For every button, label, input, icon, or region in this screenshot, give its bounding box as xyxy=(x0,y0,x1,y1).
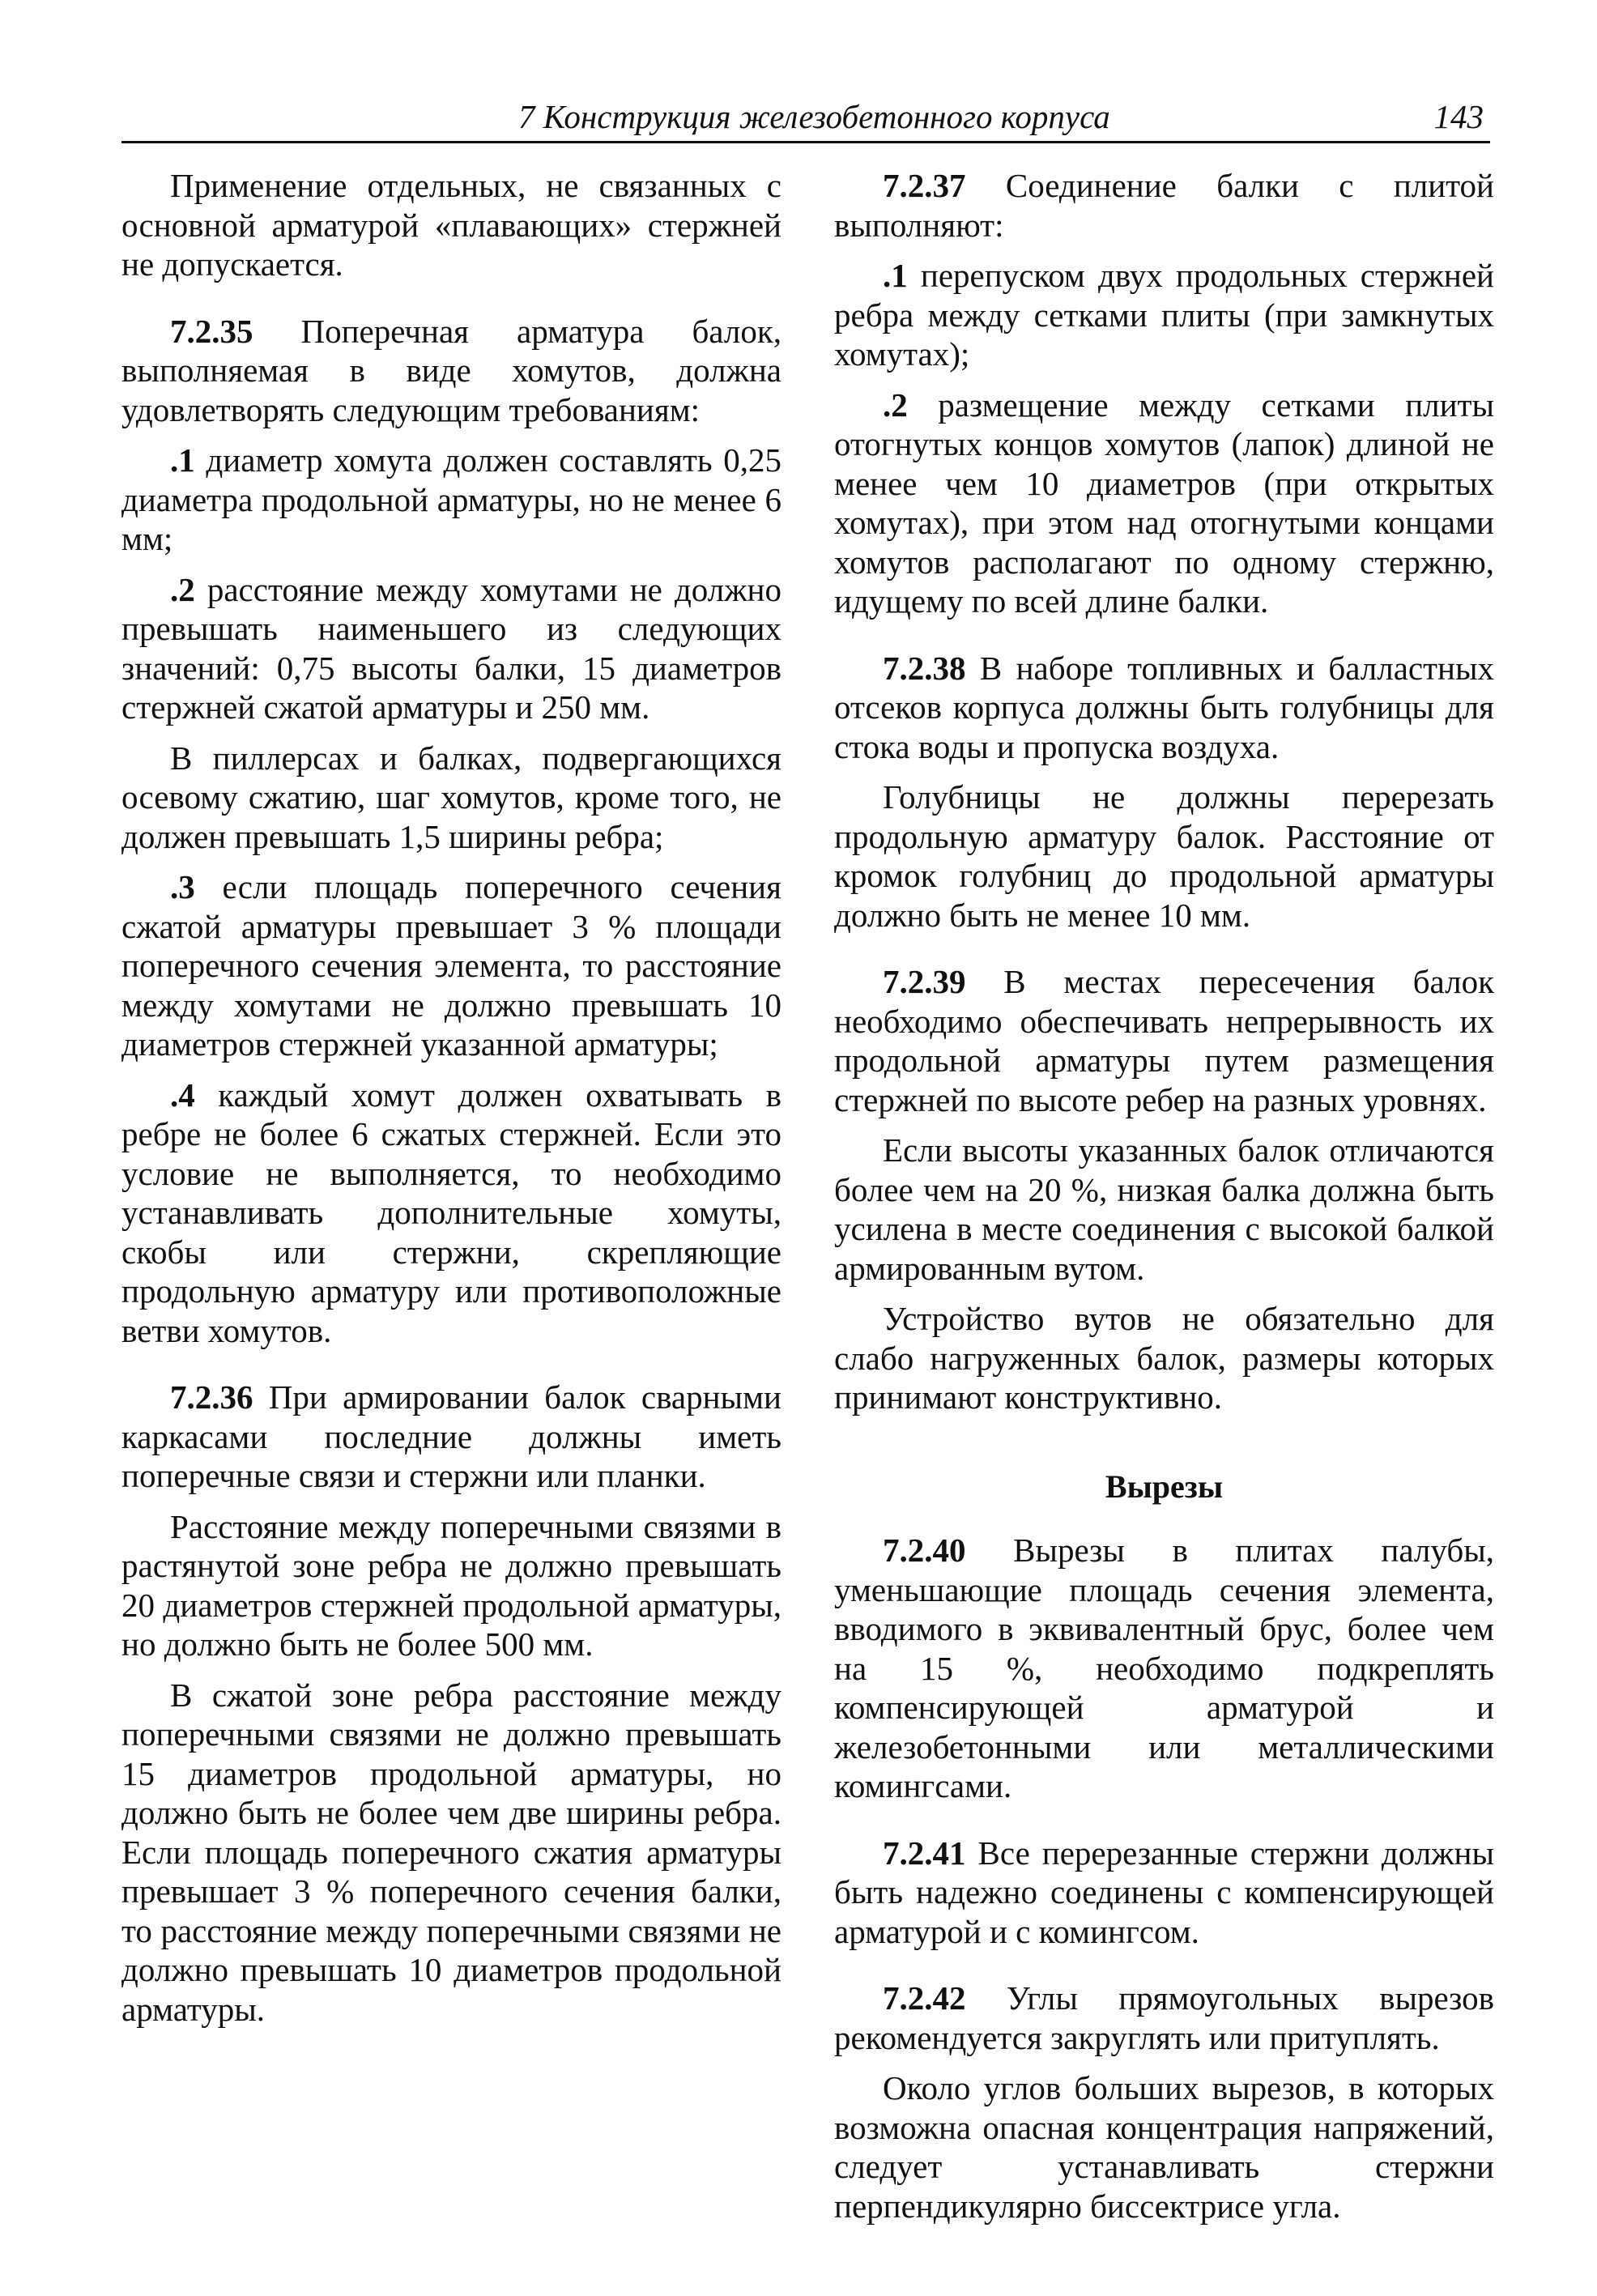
section-heading: Вырезы xyxy=(1105,1467,1224,1505)
paragraph: В пиллерсах и балках, подвергающихся осевому сжатию, шаг хомутов, кроме того, не должен превышать 1,5 ширины ребра; xyxy=(121,739,781,855)
clause-7-2-42: 7.2.42 Углы прямоугольных вырезов рекомендуется закруглять или притуплять. xyxy=(834,1979,1494,2056)
clause-7-2-40: 7.2.40 Вырезы в плитах палубы, уменьшающие площадь сечения элемента, вводимого в эквивалентный брус, более чем на 15 %, необходимо подкреплять компенсирующей арматурой и железобетонными или металлическими комингсами. xyxy=(834,1531,1494,1804)
clause-7-2-36: 7.2.36 При армировании балок сварными каркасами последние должны иметь поперечные связи и стержни или планки. xyxy=(121,1378,781,1494)
clause-7-2-35: 7.2.35 Поперечная арматура балок, выполняемая в виде хомутов, должна удовлетворять следующим требованиям: xyxy=(121,312,781,428)
subclause-4: .4 каждый хомут должен охватывать в ребре не более 6 сжатых стержней. Если это условие не выполняется, то необходимо устанавливать дополнительные хомуты, скобы или стержни, скрепляющие продольную арматуру или противоположные ветви хомутов. xyxy=(121,1076,781,1349)
clause-7-2-41: 7.2.41 Все перерезанные стержни должны быть надежно соединены с компенсирующей арматурой и с комингсом. xyxy=(834,1834,1494,1950)
paragraph: Если высоты указанных балок отличаются более чем на 20 %, низкая балка должна быть усилена в месте соединения с высокой балкой армированным вутом. xyxy=(834,1131,1494,1287)
running-title: 7 Конструкция железобетонного корпуса xyxy=(518,98,1110,135)
paragraph: В сжатой зоне ребра расстояние между поперечными связями не должно превышать 15 диаметров продольной арматуры, но должно быть не более чем две ширины ребра. Если площадь поперечного сжатия арматуры превышает 3 % поперечного сечения балки, то расстояние между поперечными связями не должно превышать 10 диаметров продольной арматуры. xyxy=(121,1676,781,2028)
paragraph: Расстояние между поперечными связями в растянутой зоне ребра не должно превышать 20 диаметров стержней продольной арматуры, но должно быть не более 500 мм. xyxy=(121,1507,781,1663)
subclause-1: .1 перепуском двух продольных стержней ребра между сетками плиты (при замкнутых хомутах); xyxy=(834,257,1494,373)
subclause-2: .2 размещение между сетками плиты отогнутых концов хомутов (лапок) длиной не менее чем 10 диаметров (при открытых хомутах), при этом над отогнутыми концами хомутов располагают по одному стержню, идущему по всей длине балки. xyxy=(834,386,1494,620)
subclause-2: .2 расстояние между хомутами не должно превышать наименьшего из следующих значений: 0,75 высоты балки, 15 диаметров стержней сжатой арматуры и 250 мм. xyxy=(121,570,781,726)
paragraph: Устройство вутов не обязательно для слабо нагруженных балок, размеры которых принимают конструктивно. xyxy=(834,1300,1494,1416)
page-header xyxy=(121,91,1490,143)
clause-7-2-37: 7.2.37 Соединение балки с плитой выполняют: xyxy=(834,167,1494,244)
subclause-1: .1 диаметр хомута должен составлять 0,25 диаметра продольной арматуры, но не менее 6 мм; xyxy=(121,441,781,557)
left-column xyxy=(121,166,781,2029)
clause-7-2-39: 7.2.39 В местах пересечения балок необходимо обеспечивать непрерывность их продольной арматуры путем размещения стержней по высоте ребер на разных уровнях. xyxy=(834,963,1494,1118)
paragraph: Применение отдельных, не связанных с основной арматурой «плавающих» стержней не допускается. xyxy=(121,167,781,283)
page-number: 143 xyxy=(1433,98,1484,135)
clause-7-2-38: 7.2.38 В наборе топливных и балластных отсеков корпуса должны быть голубницы для стока воды и пропуска воздуха. xyxy=(834,649,1494,765)
paragraph: Голубницы не должны перерезать продольную арматуру балок. Расстояние от кромок голубниц до продольной арматуры должно быть не менее 10 мм. xyxy=(834,778,1494,934)
paragraph: Около углов больших вырезов, в которых возможна опасная концентрация напряжений, следует устанавливать стержни перпендикулярно биссектрисе угла. xyxy=(834,2069,1494,2225)
right-column xyxy=(834,166,1494,2226)
subclause-3: .3 если площадь поперечного сечения сжатой арматуры превышает 3 % площади поперечного сечения элемента, то расстояние между хомутами не должно превышать 10 диаметров стержней указанной арматуры; xyxy=(121,868,781,1063)
